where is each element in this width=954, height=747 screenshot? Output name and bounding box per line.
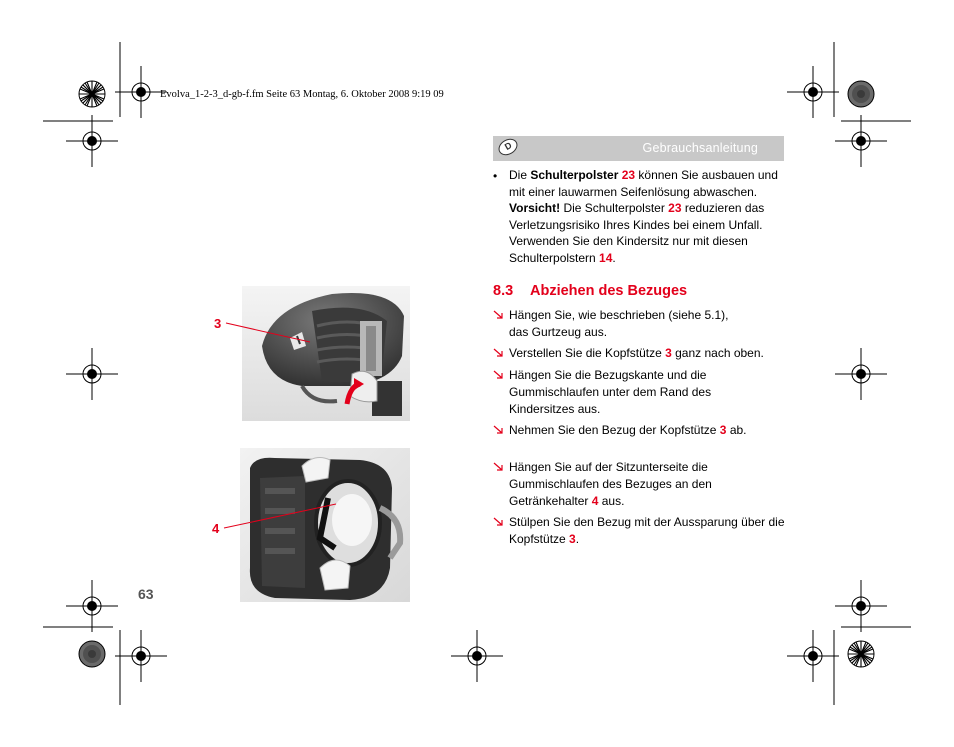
section-title: Abziehen des Bezuges [530, 283, 688, 299]
step-item [493, 514, 793, 548]
caution-label: Vorsicht! [509, 201, 561, 216]
step-text [509, 459, 739, 509]
step-text: Hängen Sie, wie beschrieben (siehe 5.1), das Gurtzeug aus. [509, 308, 729, 339]
ref-number: 3 [569, 531, 576, 546]
step-arrow-icon [493, 460, 507, 472]
step-item [493, 422, 793, 439]
step-item [493, 345, 793, 362]
intro-text: Die [509, 168, 531, 182]
step-text-part: . [575, 531, 580, 546]
bullet-marker: • [493, 169, 498, 183]
step-item [493, 307, 793, 341]
banner-title: Gebrauchsanleitung [642, 141, 758, 155]
figure-label: 4 [212, 521, 220, 536]
step-text [509, 422, 793, 439]
step-text-part: Stülpen Sie den Bezug mit der Aussparung über die Kopfstütze [509, 515, 785, 546]
ref-number: 4 [591, 493, 599, 508]
ref-number: 3 [719, 423, 727, 437]
ref-number: 14 [599, 250, 613, 265]
section-heading [493, 283, 687, 299]
intro-text: . [612, 250, 616, 265]
section-banner [493, 136, 784, 161]
step-item [493, 367, 793, 417]
step-arrow-icon [493, 368, 507, 380]
step-text: Hängen Sie die Bezugskante und die Gummischlaufen unter dem Rand des Kindersitzes aus. [509, 368, 712, 416]
step-text [509, 514, 789, 548]
page-number: 63 [138, 586, 154, 602]
section-number: 8.3 [493, 283, 514, 299]
headrest-photo [242, 286, 410, 421]
step-text-part: Verstellen Sie die Kopfstütze [509, 346, 666, 360]
step-arrow-icon [493, 515, 507, 527]
file-info-header: Evolva_1-2-3_d-gb-f.fm Seite 63 Montag, 6. Oktober 2008 9:19 09 [160, 89, 444, 100]
step-text-part: aus. [598, 493, 625, 508]
step-text-part: Nehmen Sie den Bezug der Kopfstütze [509, 423, 720, 437]
intro-bold-term: Schulterpolster [530, 168, 619, 182]
step-text-part: ganz nach oben. [671, 346, 764, 360]
callout-line [220, 500, 340, 534]
step-text-part: ab. [726, 423, 747, 437]
step-text [509, 345, 793, 362]
intro-text: reduzieren das Verletzungsrisiko Ihres Kindes bei einem Unfall. Verwenden Sie den Kindersitz nur mit diesen Schulterpolstern [509, 201, 765, 265]
figure-label: 3 [214, 316, 222, 331]
ref-number: 23 [621, 168, 636, 182]
step-arrow-icon [493, 346, 507, 358]
intro-text: können Sie ausbauen und mit einer lauwarmen Seifenlösung abwaschen. [509, 168, 778, 199]
step-item [493, 459, 793, 509]
step-arrow-icon [493, 308, 507, 320]
callout-line [222, 316, 312, 346]
ref-number: 3 [665, 346, 672, 360]
language-badge-label: D [502, 140, 514, 152]
intro-paragraph [509, 167, 787, 267]
step-arrow-icon [493, 423, 507, 435]
step-text-part: Hängen Sie auf der Sitzunterseite die Gummischlaufen des Bezuges an den Getränkehalter [509, 460, 712, 508]
intro-text: Die Schulterpolster [560, 201, 669, 216]
ref-number: 23 [668, 201, 682, 216]
